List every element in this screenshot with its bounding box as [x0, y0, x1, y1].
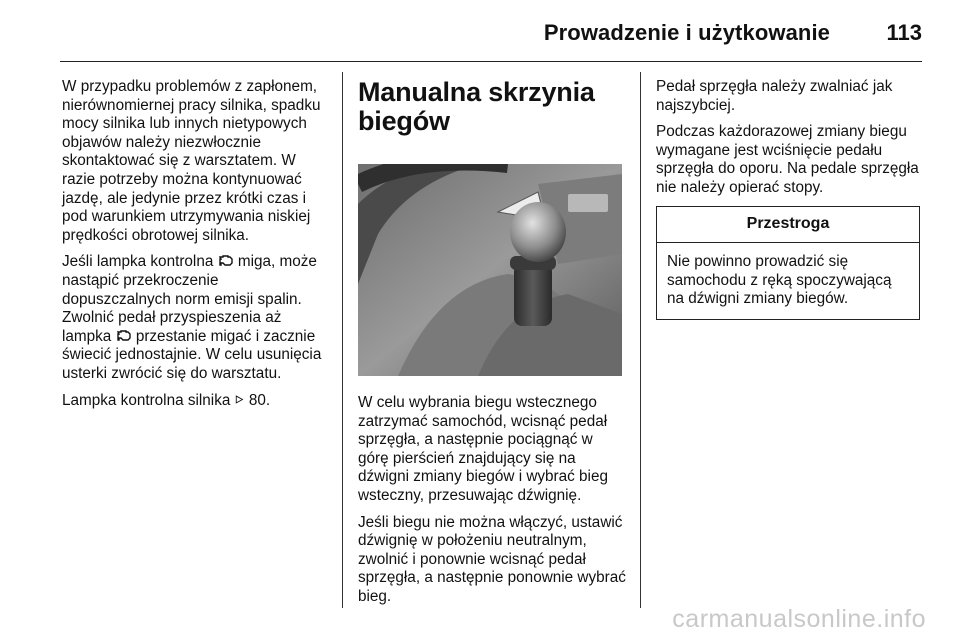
header-divider [60, 61, 922, 62]
column-divider-2 [640, 72, 641, 608]
engine-warning-icon [218, 253, 234, 268]
engine-warning-icon [116, 328, 132, 343]
caution-title: Przestroga [657, 207, 919, 244]
column-divider-1 [342, 72, 343, 608]
watermark: carmanualsonline.info [672, 605, 926, 633]
caution-box [656, 206, 920, 320]
section-title: Manualna skrzynia biegów [358, 77, 595, 136]
page-header [0, 0, 960, 62]
column-2 [358, 78, 626, 615]
page-reference-triangle-icon [235, 392, 245, 407]
paragraph-warning-light [62, 253, 330, 383]
text-segment: miga, może nastąpić przekroczenie dopuszczalnych norm emisji spalin. Zwolnić pedał przyspieszenia aż lampka [62, 253, 317, 345]
gear-shift-photo [358, 164, 622, 376]
page-title: Prowadzenie i użytkowanie [543, 20, 830, 45]
column-1 [62, 78, 330, 418]
paragraph-gear-not-engaging: Jeśli biegu nie można włączyć, ustawić dźwignię w położeniu neutralnym, zwolnić i ponownie wcisnąć pedał sprzęgła, a następnie ponownie wybrać bieg. [358, 513, 626, 605]
paragraph-ignition-problems: W przypadku problemów z zapłonem, nierównomiernej pracy silnika, spadku mocy silnika lub innych nietypowych objawów należy niezwłocznie skontaktować się z warsztatem. W razie potrzeby można kontynuować jazdę, ale jedynie przez krótki czas i pod warunkiem utrzymywania niskiej prędkości obrotowej silnika. [62, 78, 321, 244]
column-3 [656, 78, 922, 320]
text-segment: Jeśli lampka kontrolna [62, 253, 214, 271]
paragraph-clutch-release: Pedał sprzęgła należy zwalniać jak najszybciej. [656, 78, 893, 114]
paragraph-reverse-gear: W celu wybrania biegu wstecznego zatrzymać samochód, wcisnąć pedał sprzęgła, a następnie pociągnąć w górę pierścień znajdujący się na dźwigni zmiany biegów i wybrać bieg wsteczny, przesuwając dźwignię. [358, 394, 608, 504]
page-reference-link[interactable]: 80. [248, 391, 271, 409]
paragraph-engine-light-ref [62, 392, 330, 411]
text-segment: przestanie migać i zacznie świecić jednostajnie. W celu usunięcia usterki zwrócić się do warsztatu. [62, 327, 322, 382]
text-segment: Lampka kontrolna silnika [62, 391, 231, 409]
page-number: 113 [886, 20, 922, 45]
paragraph-clutch-press: Podczas każdorazowej zmiany biegu wymagane jest wciśnięcie pedału sprzęgła do oporu. Na pedale sprzęgła nie należy opierać stopy. [656, 123, 919, 196]
caution-text: Nie powinno prowadzić się samochodu z ręką spoczywającą na dźwigni zmiany biegów. [667, 253, 892, 308]
